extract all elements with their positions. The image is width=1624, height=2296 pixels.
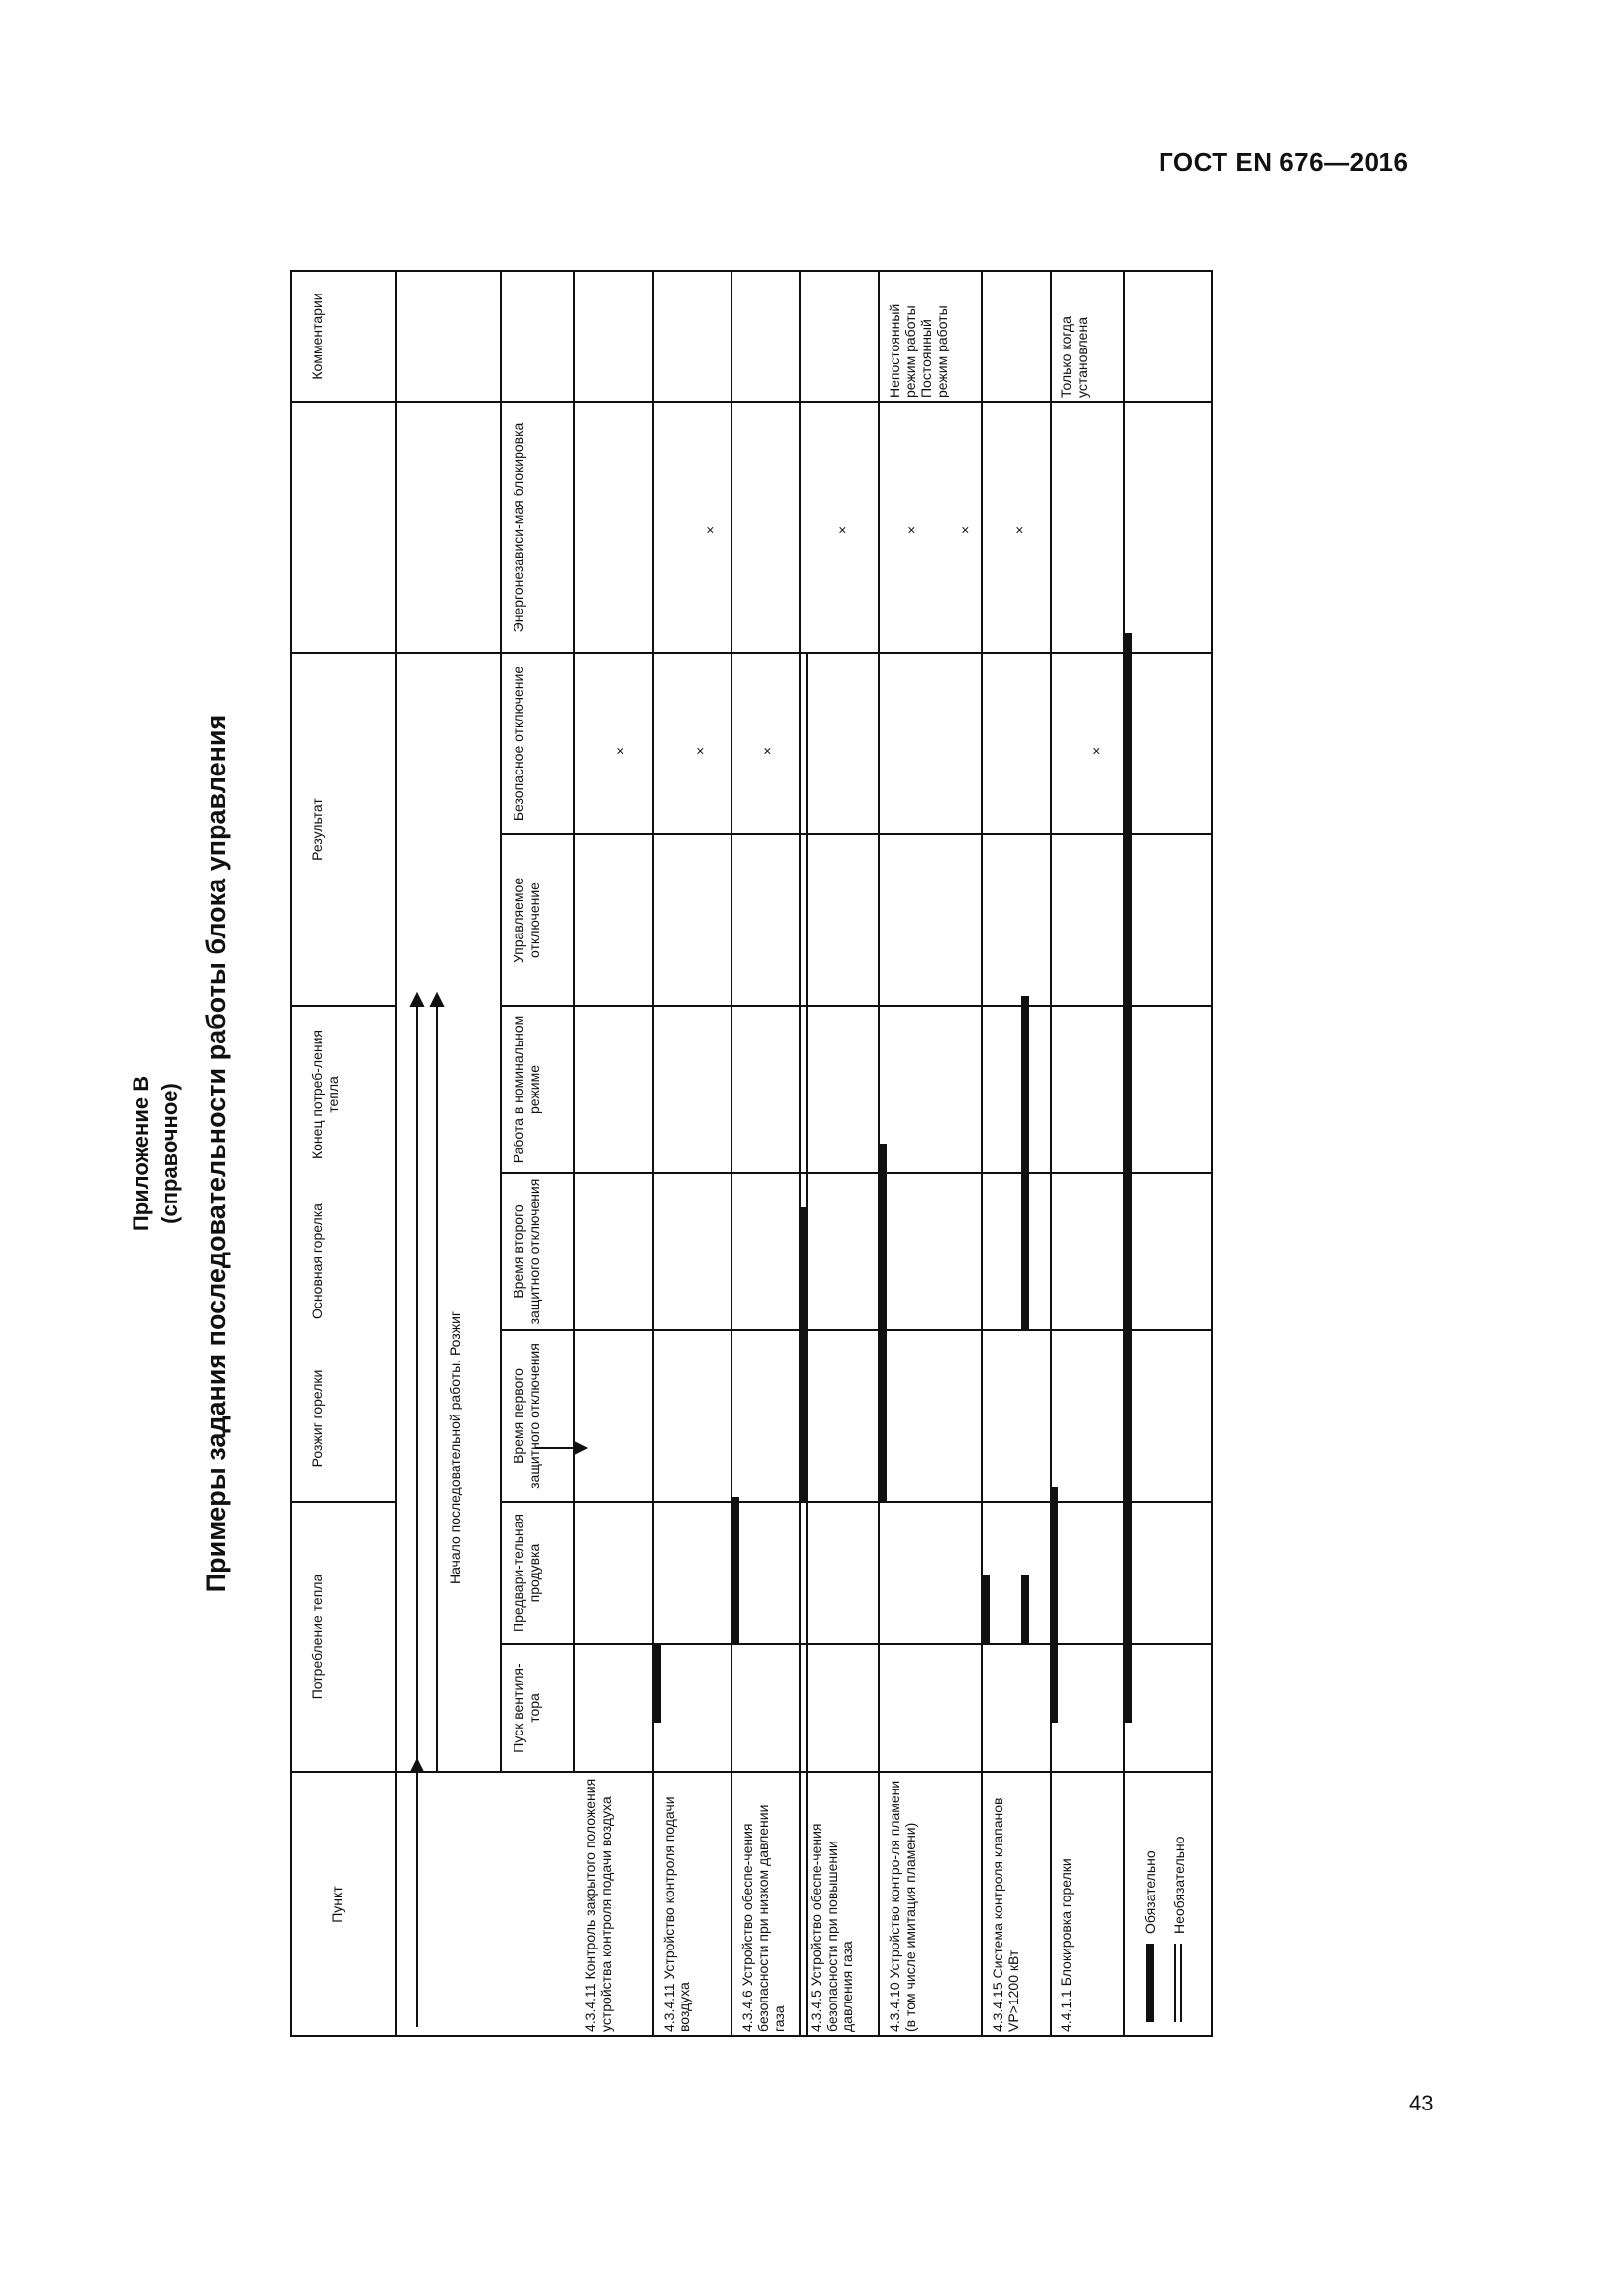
col-second-safety: Время второго защитного отключения <box>511 1178 542 1325</box>
legend-mandatory-swatch <box>1146 1944 1154 2022</box>
sequence-table <box>290 270 1213 2037</box>
col-safety-shutdown: Безопасное отключение <box>511 666 526 822</box>
result-header: Результат <box>309 798 325 861</box>
main-title: Примеры задания последовательности работы блока управления <box>201 714 231 1593</box>
col-prepurge: Предвари-тельная продувка <box>511 1514 542 1632</box>
appendix-title: Приложение В <box>129 1075 153 1232</box>
phase-end: Конец потреб-ления тепла <box>309 1029 341 1160</box>
phase-consumption: Потребление тепла <box>309 1574 325 1700</box>
row-label: 4.3.4.15 Система контроля клапанов VP>1200 кВт <box>990 1797 1021 2032</box>
x-mark: × <box>903 525 919 535</box>
page-number: 43 <box>1409 2091 1434 2115</box>
rotated-appendix-block <box>129 270 1286 2037</box>
x-mark: × <box>612 746 627 756</box>
row-label: 4.3.4.5 Устройство обеспе-чения безопасности при повышении давления газа <box>808 1823 855 2032</box>
row-label: 4.3.4.11 Устройство контроля подачи воздуха <box>661 1796 692 2032</box>
x-mark: × <box>957 525 973 535</box>
appendix-subtitle: (справочное) <box>157 1083 182 1224</box>
col-fan-start: Пуск вентиля-тора <box>511 1663 542 1753</box>
legend-optional: Необязательно <box>1171 1836 1187 1934</box>
row-comment: Только когда установлена <box>1058 316 1090 398</box>
col-nominal: Работа в номинальном режиме <box>511 1015 542 1164</box>
col-first-safety: Время первого защитного отключения <box>511 1343 542 1489</box>
row-comment: Непостоянный режим работы Постоянный режим работы <box>887 303 949 398</box>
punkt-header: Пункт <box>329 1886 345 1923</box>
start-sequence-label: Начало последовательной работы. Розжиг <box>447 1310 462 1585</box>
col-controlled-shutdown: Управляемое отключение <box>511 877 542 964</box>
x-mark: × <box>1011 525 1027 535</box>
mandatory-bar <box>653 1644 661 1723</box>
phase-ignition: Розжиг горелки <box>309 1369 325 1468</box>
legend-mandatory: Обязательно <box>1142 1850 1158 1934</box>
x-mark: × <box>702 525 718 535</box>
row-label: 4.3.4.6 Устройство обеспе-чения безопасности при низком давлении газа <box>739 1804 786 2032</box>
phase-main: Основная горелка <box>309 1203 325 1319</box>
row-label: 4.3.4.10 Устройство контро-ля пламени (в том числе имитация пламени) <box>887 1780 918 2032</box>
document-code: ГОСТ EN 676—2016 <box>1159 147 1409 177</box>
row-label: 4.4.1.1 Блокировка горелки <box>1058 1858 1074 2032</box>
x-mark: × <box>692 746 708 756</box>
x-mark: × <box>1088 746 1104 756</box>
x-mark: × <box>759 746 775 756</box>
x-mark: × <box>835 525 850 535</box>
col-lockout: Энергонезависи-мая блокировка <box>511 422 526 633</box>
table-lines <box>290 270 1213 2037</box>
row-label: 4.3.4.11 Контроль закрытого положения устройства контроля подачи воздуха <box>582 1778 614 2032</box>
comments-header: Комментарии <box>309 293 325 380</box>
